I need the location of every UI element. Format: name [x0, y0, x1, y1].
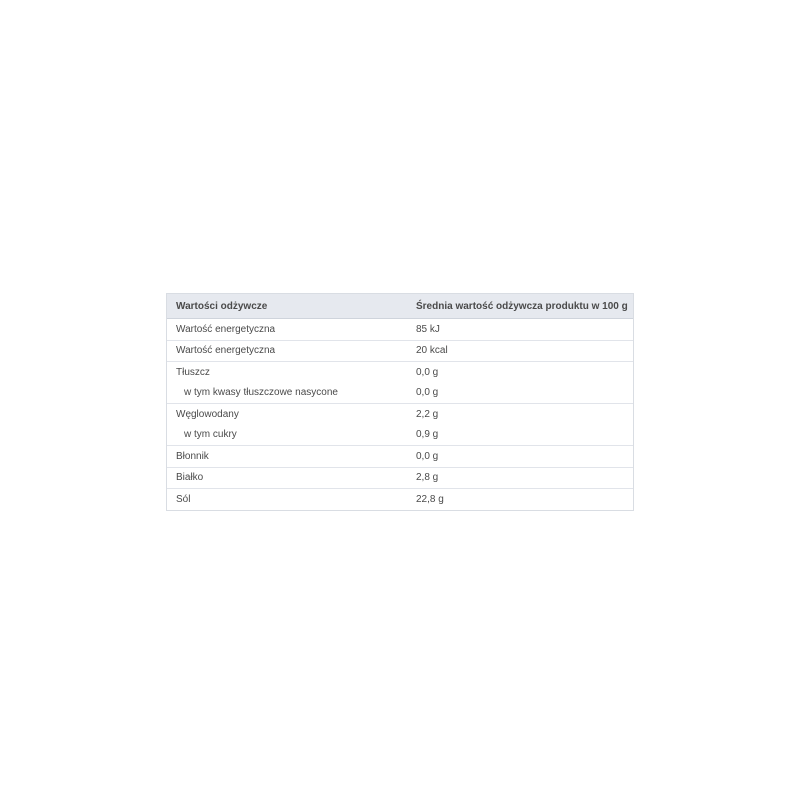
nutrient-value: 0,0 g: [416, 387, 439, 399]
table-row: [167, 341, 633, 362]
nutrient-name: Błonnik: [176, 450, 209, 462]
header-value: Średnia wartość odżywcza produktu w 100 g: [416, 300, 628, 312]
nutrient-name: Wartość energetyczna: [176, 345, 276, 357]
nutrition-table: [166, 293, 634, 511]
header-nutrient: Wartości odżywcze: [176, 300, 268, 312]
nutrient-value: 2,2 g: [416, 408, 439, 420]
table-row: [167, 319, 633, 340]
table-row-sub: [167, 383, 633, 404]
table-group-energy-kcal: [167, 341, 633, 363]
table-row: [167, 404, 633, 425]
table-row: [167, 362, 633, 383]
nutrient-value: 0,0 g: [416, 366, 439, 378]
nutrient-value: 85 kJ: [416, 323, 440, 335]
nutrient-name: Białko: [176, 472, 204, 484]
nutrient-name: Wartość energetyczna: [176, 323, 276, 335]
nutrient-name: Węglowodany: [176, 408, 239, 420]
nutrient-value: 22,8 g: [416, 493, 444, 505]
nutrient-name: w tym kwasy tłuszczowe nasycone: [184, 387, 338, 399]
table-group-salt: [167, 489, 633, 510]
nutrient-name: w tym cukry: [184, 429, 237, 441]
nutrient-value: 0,0 g: [416, 450, 439, 462]
table-row: [167, 489, 633, 510]
table-row: [167, 468, 633, 489]
table-group-fat: [167, 362, 633, 404]
nutrient-name: Sól: [176, 493, 191, 505]
nutrient-value: 20 kcal: [416, 345, 448, 357]
table-row: [167, 446, 633, 467]
table-group-energy-kj: [167, 319, 633, 341]
nutrient-value: 0,9 g: [416, 429, 439, 441]
table-header: [167, 294, 633, 319]
table-group-protein: [167, 468, 633, 490]
table-row-sub: [167, 425, 633, 446]
table-group-carbohydrates: [167, 404, 633, 446]
nutrient-name: Tłuszcz: [176, 366, 210, 378]
nutrient-value: 2,8 g: [416, 472, 439, 484]
table-group-fibre: [167, 446, 633, 468]
